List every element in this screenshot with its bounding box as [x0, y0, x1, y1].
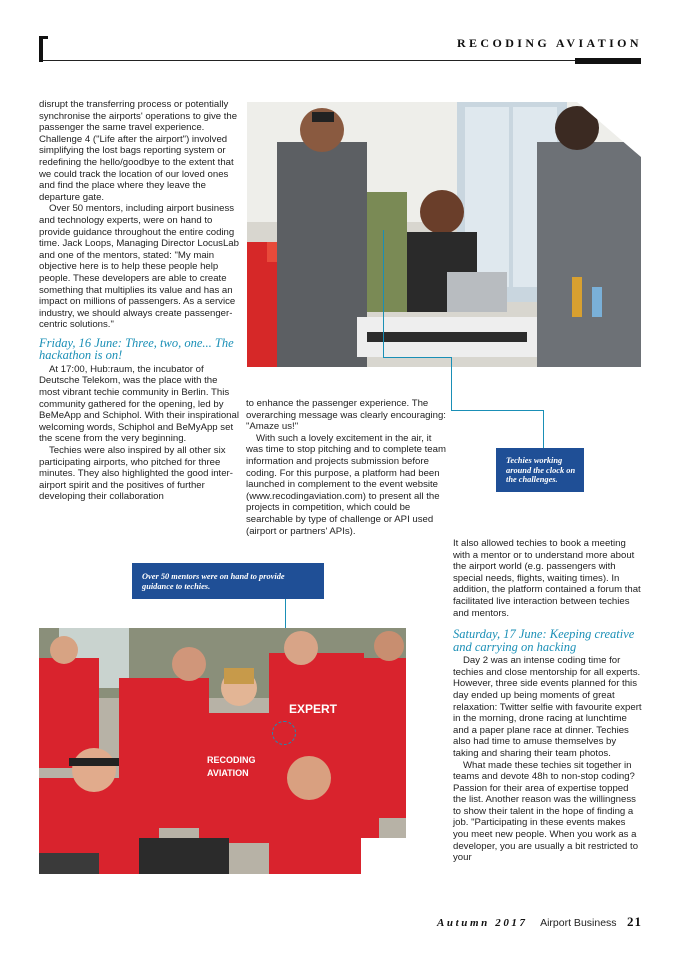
- header-rule: [43, 60, 598, 61]
- running-header-title: RECODING AVIATION: [456, 36, 642, 50]
- header-bar: [575, 58, 641, 64]
- caption-top: Techies working around the clock on the challenges.: [496, 448, 584, 492]
- col3-paragraph-3: What made these techies sit together in teams and devote 48h to non-stop coding? Passion for their area of expertise topped the list. Another reason was the willingness to show their talent in the hope of finding a job. "Participating in these events makes you meet new people. When you work as a developer, you are usually a bit restricted to your: [453, 759, 639, 864]
- caption-leader-top-h2: [451, 410, 543, 411]
- footer-season: Autumn 2017: [436, 917, 528, 929]
- header-corner-tick: [39, 36, 48, 39]
- caption-leader-top-v3: [543, 410, 544, 448]
- col3-paragraph-2: Day 2 was an intense coding time for techies and close mentorship for all experts. However, three side events planned for this day ended up being moments of great relaxation: Twitter selfie with favourite expert in the morning, drone racing at lunchtime and a paper plane race at dinner. Techies also had time to amuse themselves by taking and sharing their team photos.: [453, 655, 642, 759]
- caption-bottom: Over 50 mentors were on hand to provide guidance to techies.: [132, 563, 324, 599]
- caption-leader-top-v2: [451, 357, 452, 410]
- caption-leader-top-h: [383, 357, 451, 358]
- col1-paragraph-1: disrupt the transferring process or potentially synchronise the airports' operations to give the passenger the same travel experience. Challenge 4 ("Life after the airport") involved simplifying the lost bags reporting system or redefining the hello/goodbye to the extent that we could track the location of our loved ones and find the place where they leave the departure gate.: [39, 99, 238, 203]
- subhead-friday: Friday, 16 June: Three, two, one... The hackathon is on!: [39, 335, 234, 363]
- footer-magazine: Airport Business: [540, 917, 617, 929]
- col1-paragraph-2: Over 50 mentors, including airport business and technology experts, were on hand to provide guidance throughout the entire coding time. Jack Loops, Managing Director LocusLab and one of the mentors, stated: "My main objective here is to help these people help people. These developers are able to create something that multiplies its value and has an impact on millions of passengers. As a service industry, we should always create passenger-centric solutions.": [39, 203, 239, 331]
- text-column-2: [246, 398, 446, 537]
- caption-leader-top-v1: [383, 230, 384, 357]
- col1-paragraph-4: Techies were also inspired by all other six participating airports, who pitched for three minutes. They also highlighted the good inter-airport spirit and the positives of further developing their collaboration: [39, 445, 233, 503]
- page-number: 21: [627, 914, 642, 929]
- col2-paragraph-1: to enhance the passenger experience. The overarching message was clearly encouraging: "Amaze us!": [246, 398, 446, 433]
- header-corner-mark: [39, 36, 43, 62]
- page-footer: [437, 913, 642, 931]
- shirt-recoding-text: RECODING: [207, 755, 256, 765]
- col3-paragraph-1: It also allowed techies to book a meeting with a mentor or to understand more about the airport world (e.g. passengers with special needs, flights, waiting times). In addition, the platform contained a forum that facilitated live interaction between techies and mentors.: [453, 538, 641, 619]
- subhead-saturday: Saturday, 17 June: Keeping creative and carrying on hacking: [453, 627, 635, 654]
- shirt-aviation-text: AVIATION: [207, 768, 249, 778]
- col2-paragraph-2: With such a lovely excitement in the air, it was time to stop pitching and to complete team information and projects submission before coding. For this purpose, a platform had been launched in complement to the event website (www.recodingaviation.com) to present all the projects in competition, which could be searchable by type of challenge or API used (airport or partners' APIs).: [246, 432, 446, 537]
- bottom-photo-mentors: [39, 628, 406, 874]
- col1-paragraph-3: At 17:00, Hub:raum, the incubator of Deutsche Telekom, was the place with the most vibrant techie community in Berlin. This community gathered for the opening, led by BeMeApp and Schiphol. With their inspirational welcoming words, Schiphol and BeMyApp set the scene from the very beginning.: [39, 363, 239, 445]
- shirt-expert-text: EXPERT: [289, 702, 338, 716]
- top-photo-techies: [247, 102, 641, 367]
- text-column-1: [39, 99, 239, 503]
- caption-leader-bottom-marker: [272, 721, 296, 745]
- text-column-3: [453, 538, 643, 864]
